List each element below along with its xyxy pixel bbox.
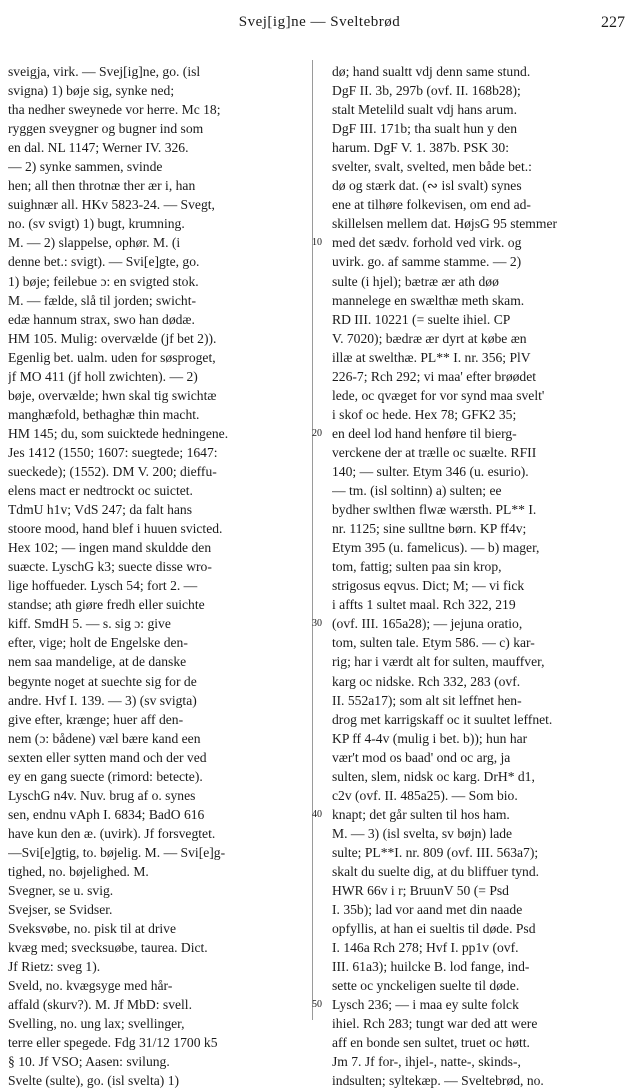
text-line: ihiel. Rch 283; tungt war ded att were <box>332 1016 538 1032</box>
text-line: Jm 7. Jf for-, ihjel-, natte-, skinds-, <box>332 1054 521 1070</box>
text-line: en deel lod hand henføre til bierg- <box>332 425 517 441</box>
text-line: drog met karrigskaff oc it suultet leffnet. <box>332 711 553 727</box>
right-column <box>332 62 628 1091</box>
text-line: sulten, slem, nidsk oc karg. DrH* d1, <box>332 768 535 784</box>
text-line: knapt; det går sulten til hos ham. <box>332 806 510 822</box>
text-line: hen; all then throtnæ ther ær i, han <box>8 178 196 194</box>
text-line: M. — fælde, slå til jorden; swicht- <box>8 292 197 308</box>
text-line: ey en gang suecte (rimord: betecte). <box>8 768 203 784</box>
text-line: — 2) synke sammen, svinde <box>8 159 163 175</box>
text-line: i affts 1 sultet maal. Rch 322, 219 <box>332 597 516 613</box>
text-line: sexten eller sytten mand och der ved <box>8 749 207 765</box>
text-line: HM 105. Mulig: overvælde (jf bet 2)). <box>8 330 217 346</box>
text-line: svigna) 1) bøje sig, synke ned; <box>8 83 175 99</box>
text-line: sen, endnu vAph I. 6834; BadO 616 <box>8 806 205 822</box>
text-line: i skof oc hede. Hex 78; GFK2 35; <box>332 406 517 422</box>
text-line: sueckede); (1552). DM V. 200; dieffu- <box>8 463 217 479</box>
text-line: kvæg med; svecksuøbe, taurea. Dict. <box>8 940 208 956</box>
running-title: Svej[ig]ne — Sveltebrød <box>238 14 401 30</box>
text-line: nem saa mandelige, at de danske <box>8 654 187 670</box>
text-line: KP ff 4-4v (mulig i bet. b)); hun har <box>332 730 528 746</box>
text-line: no. (sv svigt) 1) bugt, krumning. <box>8 216 185 232</box>
text-line: lige hoffueder. Lysch 54; fort 2. — <box>8 578 198 594</box>
text-line: rig; har i værdt alt for sulten, mauffver, <box>332 654 545 670</box>
text-line: ene at tilhøre folkevisen, om end ad- <box>332 197 531 213</box>
left-column <box>8 62 300 1091</box>
text-line: tha nedher sweynede vor herre. Mc 18; <box>8 102 221 118</box>
text-line: DgF III. 171b; tha sualt hun y den <box>332 121 518 137</box>
text-line: Hex 102; — ingen mand skuldde den <box>8 540 212 556</box>
text-line: en dal. NL 1147; Werner IV. 326. <box>8 140 189 156</box>
text-line: mannelege en swælthæ meth skam. <box>332 292 525 308</box>
text-line: tighed, no. bøjelighed. M. <box>8 863 149 879</box>
text-line: Jf Rietz: sveg 1). <box>8 959 101 975</box>
text-line: sulte; PL**I. nr. 809 (ovf. III. 563a7); <box>332 844 539 860</box>
text-line: M. — 3) (isl svelta, sv bøjn) lade <box>332 825 513 841</box>
text-line: jf MO 411 (jf holl zwichten). — 2) <box>8 368 198 384</box>
text-line: — tm. (isl soltinn) a) sulten; ee <box>332 483 502 499</box>
text-line: stoore mood, hand blef i huuen svicted. <box>8 521 223 537</box>
text-line: TdmU h1v; VdS 247; da falt hans <box>8 502 193 518</box>
text-line: bøje, overvælde; hwn skal tig swichtæ <box>8 387 217 403</box>
page-number: 227 <box>601 14 625 31</box>
text-line: skillelsen mellem dat. HøjsG 95 stemmer <box>332 216 558 232</box>
text-line: I. 35b); lad vor aand met din naade <box>332 902 523 918</box>
text-line: nem (ɔ: bådene) væl bære kand een <box>8 730 201 746</box>
text-line: illæ at swelthæ. PL** I. nr. 356; PlV <box>332 349 531 365</box>
text-line: begynte noget at suechte sig for de <box>8 673 197 689</box>
text-line: karg oc nidske. Rch 332, 283 (ovf. <box>332 673 521 689</box>
text-line: Svejser, se Svidser. <box>8 902 113 918</box>
text-line: affald (skurv?). M. Jf MbD: svell. <box>8 997 192 1013</box>
text-line: Lysch 236; — i maa ey sulte folck <box>332 997 519 1013</box>
text-line: M. — 2) slappelse, ophør. M. (i <box>8 235 181 251</box>
text-line: Svelling, no. ung lax; svellinger, <box>8 1016 185 1032</box>
text-line: tom, sulten tale. Etym 586. — c) kar- <box>332 635 535 651</box>
text-line: aff en bonde sen sultet, truet oc høtt. <box>332 1035 530 1051</box>
text-line: LyschG n4v. Nuv. brug af o. synes <box>8 787 196 803</box>
line-number-marker: 50 <box>312 999 322 1011</box>
text-line: Egenlig bet. ualm. uden for søsproget, <box>8 349 216 365</box>
text-line: 1) bøje; feilebue ɔ: en svigted stok. <box>8 273 199 289</box>
text-line: I. 146a Rch 278; Hvf I. pp1v (ovf. <box>332 940 519 956</box>
text-line: andre. Hvf I. 139. — 3) (sv svigta) <box>8 692 197 708</box>
text-line: dø og stærk dat. (∾ isl svalt) synes <box>332 178 522 194</box>
text-line: verckene der at trælle oc suælte. RFII <box>332 444 537 460</box>
line-number-marker: 30 <box>312 618 322 630</box>
text-line: ryggen sveygner og bugner ind som <box>8 121 204 137</box>
text-line: uvirk. go. af samme stamme. — 2) <box>332 254 522 270</box>
text-line: DgF II. 3b, 297b (ovf. II. 168b28); <box>332 83 521 99</box>
text-line: II. 552a17); som alt sit leffnet hen- <box>332 692 522 708</box>
text-line: tom, fattig; sulten paa sin krop, <box>332 559 502 575</box>
text-line: —Svi[e]gtig, to. bøjelig. M. — Svi[e]g- <box>8 844 226 860</box>
page-header <box>0 14 639 38</box>
text-line: § 10. Jf VSO; Aasen: svilung. <box>8 1054 170 1070</box>
text-line: 140; — sulter. Etym 346 (u. esurio). <box>332 463 529 479</box>
text-line: c2v (ovf. II. 485a25). — Som bio. <box>332 787 518 803</box>
text-line: indsulten; syltekæp. — Sveltebrød, no. <box>332 1073 544 1089</box>
text-line: Svegner, se u. svig. <box>8 883 114 899</box>
line-number-marker: 20 <box>312 427 322 439</box>
text-line: sulte (i hjel); bætræ ær ath døø <box>332 273 499 289</box>
text-line: give efter, krænge; huer aff den- <box>8 711 184 727</box>
text-line: 226-7; Rch 292; vi maa' efter brøødet <box>332 368 537 384</box>
line-number-marker: 10 <box>312 237 322 249</box>
text-line: nr. 1125; sine sulltne børn. KP ff4v; <box>332 521 527 537</box>
text-line: HWR 66v i r; BruunV 50 (= Psd <box>332 883 509 899</box>
text-line: have kun den æ. (uvirk). Jf forsvegtet. <box>8 825 216 841</box>
text-line: Etym 395 (u. famelicus). — b) mager, <box>332 540 540 556</box>
text-line: kiff. SmdH 5. — s. sig ɔ: give <box>8 616 171 632</box>
text-line: Sveld, no. kvægsyge med hår- <box>8 978 173 994</box>
text-line: manghæfold, bethaghæ thin macht. <box>8 406 200 422</box>
text-line: suæcte. LyschG k3; suecte disse wro- <box>8 559 212 575</box>
line-number-marker: 40 <box>312 808 322 820</box>
text-line: denne bet.: svigt). — Svi[e]gte, go. <box>8 254 200 270</box>
text-line: (ovf. III. 165a28); — jejuna oratio, <box>332 616 523 632</box>
text-line: Jes 1412 (1550; 1607: suegtede; 1647: <box>8 444 218 460</box>
text-line: svelter, svalt, svelted, men både bet.: <box>332 159 532 175</box>
text-line: stalt Metelild sualt vdj hans arum. <box>332 102 517 118</box>
text-line: strigosus eqvus. Dict; M; — vi fick <box>332 578 525 594</box>
text-line: med det sædv. forhold ved virk. og <box>332 235 522 251</box>
text-line: sette oc ynckeligen suelte til døde. <box>332 978 520 994</box>
text-line: edæ hannum strax, swo han dødæ. <box>8 311 195 327</box>
text-line: suighnær all. HKv 5823-24. — Svegt, <box>8 197 215 213</box>
text-line: efter, vige; holt de Engelske den- <box>8 635 188 651</box>
text-line: skalt du suelte dig, at du bliffuer tynd. <box>332 863 540 879</box>
text-line: dø; hand sualtt vdj denn same stund. <box>332 64 531 79</box>
text-line: terre eller spegede. Fdg 31/12 1700 k5 <box>8 1035 218 1051</box>
text-line: elens mact er nedtrockt oc suictet. <box>8 483 193 499</box>
text-line: standse; ath giøre fredh eller suichte <box>8 597 205 613</box>
text-line: Svelte (sulte), go. (isl svelta) 1) <box>8 1073 180 1089</box>
text-line: sveigja, virk. — Svej[ig]ne, go. (isl <box>8 64 201 79</box>
text-line: RD III. 10221 (= suelte ihiel. CP <box>332 311 511 327</box>
text-line: Sveksvøbe, no. pisk til at drive <box>8 921 177 937</box>
text-line: harum. DgF V. 1. 387b. PSK 30: <box>332 140 509 156</box>
text-line: III. 61a3); huilcke B. lod fange, ind- <box>332 959 530 975</box>
text-line: opfyllis, at han ei sueltis til døde. Psd <box>332 921 536 937</box>
column-divider <box>312 60 313 1020</box>
text-line: V. 7020); bædræ ær dyrt at købe æn <box>332 330 527 346</box>
text-line: vær't mod os baad' ond oc arg, ja <box>332 749 511 765</box>
text-line: bydher swlthen flwæ wærsth. PL** I. <box>332 502 537 518</box>
text-line: lede, oc qvæget for vor synd maa svelt' <box>332 387 545 403</box>
text-line: HM 145; du, som suicktede hedningene. <box>8 425 229 441</box>
